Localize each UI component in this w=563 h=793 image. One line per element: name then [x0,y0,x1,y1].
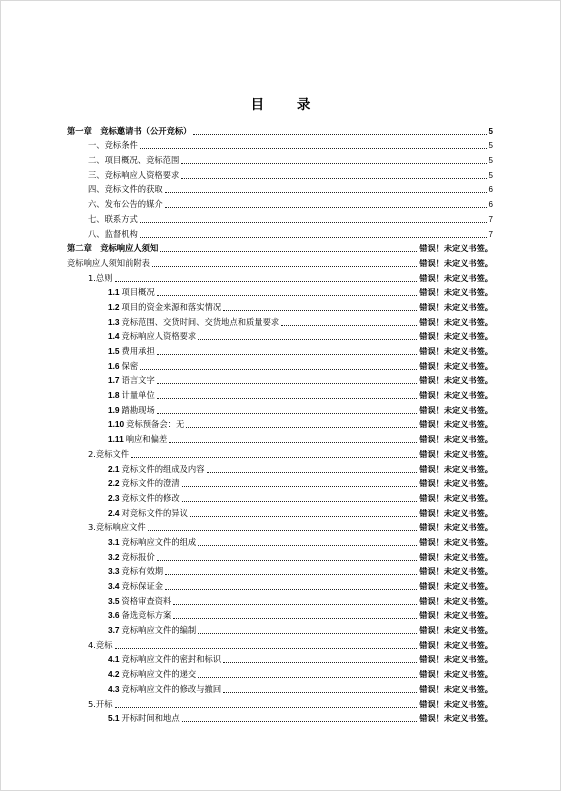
toc-page-number: 7 [488,214,493,224]
toc-entry[interactable] [67,342,493,357]
toc-entry-text [108,331,196,342]
toc-entry-label: 竞标响应文件的递交 [121,669,197,680]
toc-page-number: 错误！未定义书签。 [419,331,493,342]
toc-entry[interactable] [67,225,493,240]
toc-entry[interactable] [67,651,493,666]
toc-entry-number: 3.2 [108,551,120,562]
toc-entry-text [108,464,205,475]
toc-entry-label: 2.竞标文件 [88,448,130,459]
toc-entry[interactable] [67,563,493,578]
toc-entry[interactable] [67,445,493,460]
toc-entry[interactable] [67,592,493,607]
toc-entry-text [67,258,150,269]
toc-entry-text [88,229,138,240]
toc-entry-label: 踏勘现场 [121,404,155,415]
toc-entry-label: 竞标报价 [121,551,155,562]
toc-leader-dots [223,310,417,311]
toc-entry-label: 1.总则 [88,272,113,283]
toc-entry-text [108,625,196,636]
toc-leader-dots [140,237,487,238]
toc-page-number: 错误！未定义书签。 [419,536,493,547]
toc-entry-text [67,126,191,137]
toc-entry-text [108,390,155,401]
toc-entry-text [88,449,129,460]
toc-entry[interactable] [67,240,493,255]
toc-entry-number: 1.4 [108,331,120,342]
toc-page-number: 6 [488,200,493,210]
toc-entry-text [108,434,167,445]
toc-entry[interactable] [67,710,493,725]
toc-leader-dots [140,222,487,223]
toc-entry-label: 竞标响应文件的组成 [121,536,197,547]
toc-leader-dots [198,339,417,340]
toc-entry-label: 三、竞标响应人资格要求 [88,169,180,180]
toc-entry-text [108,552,155,563]
toc-entry-text [88,273,113,284]
toc-leader-dots [160,251,417,252]
toc-entry[interactable] [67,284,493,299]
toc-leader-dots [223,692,417,693]
toc-leader-dots [165,207,487,208]
toc-entry-text [108,684,221,695]
toc-entry[interactable] [67,533,493,548]
toc-entry-text [108,302,221,313]
toc-leader-dots [190,516,417,517]
toc-entry[interactable] [67,548,493,563]
toc-entry-label: 竞标范围、交货时间、交货地点和质量要求 [121,316,280,327]
toc-entry-label: 语言文字 [121,375,155,386]
toc-entry[interactable] [67,607,493,622]
toc-entry-text [108,478,180,489]
toc-leader-dots [115,648,418,649]
toc-entry-label: 竞标响应人资格要求 [121,331,197,342]
toc-entry-text [108,669,196,680]
toc-page-number: 错误！未定义书签。 [419,360,493,371]
toc-leader-dots [281,325,417,326]
toc-page-number: 错误！未定义书签。 [419,522,493,533]
toc-entry[interactable] [67,401,493,416]
toc-entry-text [88,170,179,181]
toc-entry-number: 1.1 [108,287,120,298]
toc-entry-text [67,243,158,254]
toc-leader-dots [157,354,418,355]
toc-entry[interactable] [67,181,493,196]
toc-page-number: 5 [488,156,493,166]
toc-leader-dots [223,662,417,663]
toc-page-number: 错误！未定义书签。 [419,448,493,459]
toc-entry-text [88,640,113,651]
toc-entry[interactable] [67,195,493,210]
toc-entry-text [108,361,138,372]
toc-leader-dots [157,413,418,414]
toc-leader-dots [148,530,418,531]
toc-entry-text [108,287,155,298]
toc-entry-label: 第一章 竞标邀请书（公开竞标） [67,125,192,136]
toc-entry-number: 1.10 [108,419,125,430]
toc-leader-dots [186,427,417,428]
toc-page-number: 错误！未定义书签。 [419,243,493,254]
toc-leader-dots [115,281,418,282]
toc-leader-dots [182,486,418,487]
toc-entry-number: 1.6 [108,360,120,371]
toc-entry-text [88,522,146,533]
toc-leader-dots [181,163,486,164]
toc-entry[interactable] [67,357,493,372]
toc-page-number: 错误！未定义书签。 [419,463,493,474]
toc-entry-label: 第二章 竞标响应人须知 [67,243,159,254]
toc-entry-text [108,537,196,548]
toc-entry[interactable] [67,166,493,181]
toc-entry-number: 2.1 [108,463,120,474]
toc-entry-number: 2.4 [108,507,120,518]
toc-page-number: 错误！未定义书签。 [419,551,493,562]
toc-leader-dots [131,457,417,458]
toc-leader-dots [181,178,486,179]
toc-entry-label: 竞标文件的澄清 [121,478,180,489]
toc-entry[interactable] [67,636,493,651]
toc-entry-text [88,184,163,195]
toc-entry-text [88,155,179,166]
toc-page-number: 5 [488,170,493,180]
toc-entry-label: 八、监督机构 [88,228,138,239]
toc-leader-dots [157,383,418,384]
toc-leader-dots [198,633,417,634]
toc-leader-dots [182,501,418,502]
toc-entry-label: 四、竞标文件的获取 [88,184,163,195]
toc-entry-label: 六、发布公告的媒介 [88,199,163,210]
toc-page-number: 错误！未定义书签。 [419,713,493,724]
toc-page-number: 5 [488,126,493,136]
toc-leader-dots [140,148,487,149]
toc-entry-text [108,566,163,577]
toc-entry-text [108,317,279,328]
toc-page-number: 错误！未定义书签。 [419,683,493,694]
toc-leader-dots [207,472,418,473]
toc-entry-label: 保密 [121,360,139,371]
toc-entry[interactable] [67,372,493,387]
toc-entry-label: 竞标响应文件的编制 [121,625,197,636]
toc-entry-label: 竞标有效期 [121,566,164,577]
toc-entry-label: 竞标响应文件的密封和标识 [121,654,222,665]
toc-entry-number: 2.3 [108,492,120,503]
toc-entry-text [108,610,171,621]
toc-entry[interactable] [67,695,493,710]
toc-page-number: 错误！未定义书签。 [419,375,493,386]
toc-page-number: 错误！未定义书签。 [419,272,493,283]
toc-entry[interactable] [67,416,493,431]
toc-entry-text [88,699,113,710]
toc-entry-label: 响应和偏差 [125,434,168,445]
toc-entry[interactable] [67,313,493,328]
toc-entry-text [108,419,184,430]
toc-entry-label: 一、竞标条件 [88,140,138,151]
toc-entry-number: 4.1 [108,654,120,665]
toc-page-number: 错误！未定义书签。 [419,581,493,591]
toc-entry-label: 项目概况 [121,287,155,298]
toc-entry-number: 2.2 [108,478,120,489]
toc-entry-label: 七、联系方式 [88,213,138,224]
toc-entry[interactable] [67,489,493,504]
toc-entry-number: 3.1 [108,536,120,547]
toc-entry-number: 3.7 [108,625,120,636]
toc-entry-text [88,214,138,225]
toc-leader-dots [198,677,417,678]
toc-entry-label: 对竞标文件的异议 [121,507,188,518]
toc-page-number: 错误！未定义书签。 [419,595,493,606]
toc-page-number: 错误！未定义书签。 [419,287,493,298]
toc-entry[interactable] [67,254,493,269]
toc-entry-number: 1.9 [108,404,120,415]
toc-entry[interactable] [67,430,493,445]
toc-entry-label: 竞标保证金 [121,581,164,591]
toc-entry[interactable] [67,504,493,519]
toc-leader-dots [157,398,418,399]
toc-entry-text [108,375,155,386]
toc-leader-dots [182,721,418,722]
toc-entry-text [108,508,188,519]
toc-entry-number: 1.5 [108,346,120,356]
toc-page-number: 6 [488,185,493,195]
toc-page-number: 错误！未定义书签。 [419,434,493,445]
toc-entry-label: 4.竞标 [88,639,113,650]
toc-entry[interactable] [67,665,493,680]
toc-page-number: 错误！未定义书签。 [419,610,493,621]
toc-page-number: 错误！未定义书签。 [419,492,493,503]
toc-page-number: 错误！未定义书签。 [419,654,493,665]
toc-entry-text [108,405,155,416]
toc-page-number: 错误！未定义书签。 [419,316,493,327]
toc-entry-label: 竞标文件的组成及内容 [121,463,205,474]
toc-entry[interactable] [67,621,493,636]
toc-entry-label: 备选竞标方案 [121,610,172,621]
toc-entry[interactable] [67,460,493,475]
toc-entry-number: 1.8 [108,390,120,401]
toc-entry[interactable] [67,298,493,313]
toc-entry[interactable] [67,122,493,137]
toc-entry-number: 3.4 [108,581,120,591]
toc-entry-number: 1.3 [108,316,120,327]
toc-entry[interactable] [67,137,493,152]
toc-entry-label: 竞标响应文件的修改与撤回 [121,683,222,694]
toc-entry-label: 竞标响应人须知前附表 [67,257,150,268]
toc-page-number: 错误！未定义书签。 [419,419,493,430]
toc-page-number: 错误！未定义书签。 [419,478,493,489]
toc-leader-dots [165,589,417,590]
toc-leader-dots [157,560,418,561]
toc-entry-label: 计量单位 [121,390,155,401]
toc-entry-label: 竞标文件的修改 [121,492,180,503]
toc-entry[interactable] [67,519,493,534]
toc-entry[interactable] [67,386,493,401]
toc-entry-number: 5.1 [108,713,120,724]
toc-page-number: 错误！未定义书签。 [419,390,493,401]
toc-entry-number: 3.3 [108,566,120,577]
toc-entry[interactable] [67,210,493,225]
toc-entry-number: 4.3 [108,683,120,694]
toc-entry-label: 费用承担 [121,346,155,356]
toc-leader-dots [165,192,487,193]
toc-entry-number: 4.2 [108,669,120,680]
toc-entry-text [88,140,138,151]
toc-entry-label: 项目的资金来源和落实情况 [121,301,222,312]
table-of-contents [67,122,493,724]
toc-leader-dots [140,369,417,370]
toc-leader-dots [165,574,417,575]
toc-entry-label: 开标时间和地点 [121,713,180,724]
toc-entry[interactable] [67,577,493,592]
toc-leader-dots [173,618,417,619]
toc-page-number: 错误！未定义书签。 [419,639,493,650]
toc-entry-text [88,199,163,210]
toc-entry-label: 二、项目概况、竞标范围 [88,155,180,166]
toc-entry-number: 3.5 [108,595,120,606]
toc-entry[interactable] [67,328,493,343]
toc-entry[interactable] [67,151,493,166]
toc-page-number: 5 [488,141,493,151]
toc-page-number: 错误！未定义书签。 [419,566,493,577]
toc-entry-text [108,346,155,357]
toc-page-number: 错误！未定义书签。 [419,507,493,518]
toc-entry-label: 竞标预备会：无 [126,419,185,430]
toc-page-number: 错误！未定义书签。 [419,625,493,636]
toc-leader-dots [173,604,417,605]
toc-entry-text [108,654,221,665]
toc-entry[interactable] [67,680,493,695]
toc-page-number: 错误！未定义书签。 [419,346,493,356]
toc-entry-number: 1.7 [108,375,120,386]
toc-page-number: 错误！未定义书签。 [419,404,493,415]
toc-title: 目 录 [250,97,325,113]
toc-leader-dots [157,295,418,296]
toc-entry-label: 资格审查资料 [121,595,172,606]
toc-page-number: 错误！未定义书签。 [419,257,493,268]
toc-page-number: 错误！未定义书签。 [419,669,493,680]
toc-page-number: 7 [488,229,493,239]
toc-page-number: 错误！未定义书签。 [419,301,493,312]
toc-entry-number: 1.11 [108,434,124,445]
toc-entry-label: 5.开标 [88,698,113,709]
toc-entry-text [108,581,163,592]
toc-leader-dots [152,266,417,267]
toc-entry[interactable] [67,269,493,284]
toc-leader-dots [198,545,417,546]
toc-leader-dots [115,707,418,708]
toc-entry[interactable] [67,475,493,490]
toc-leader-dots [169,442,417,443]
toc-entry-number: 3.6 [108,610,120,621]
toc-page-number: 错误！未定义书签。 [419,698,493,709]
toc-leader-dots [193,134,486,135]
toc-entry-text [108,493,180,504]
toc-entry-number: 1.2 [108,301,120,312]
toc-entry-label: 3.竞标响应文件 [88,522,146,533]
toc-entry-text [108,596,171,607]
toc-entry-text [108,713,180,724]
